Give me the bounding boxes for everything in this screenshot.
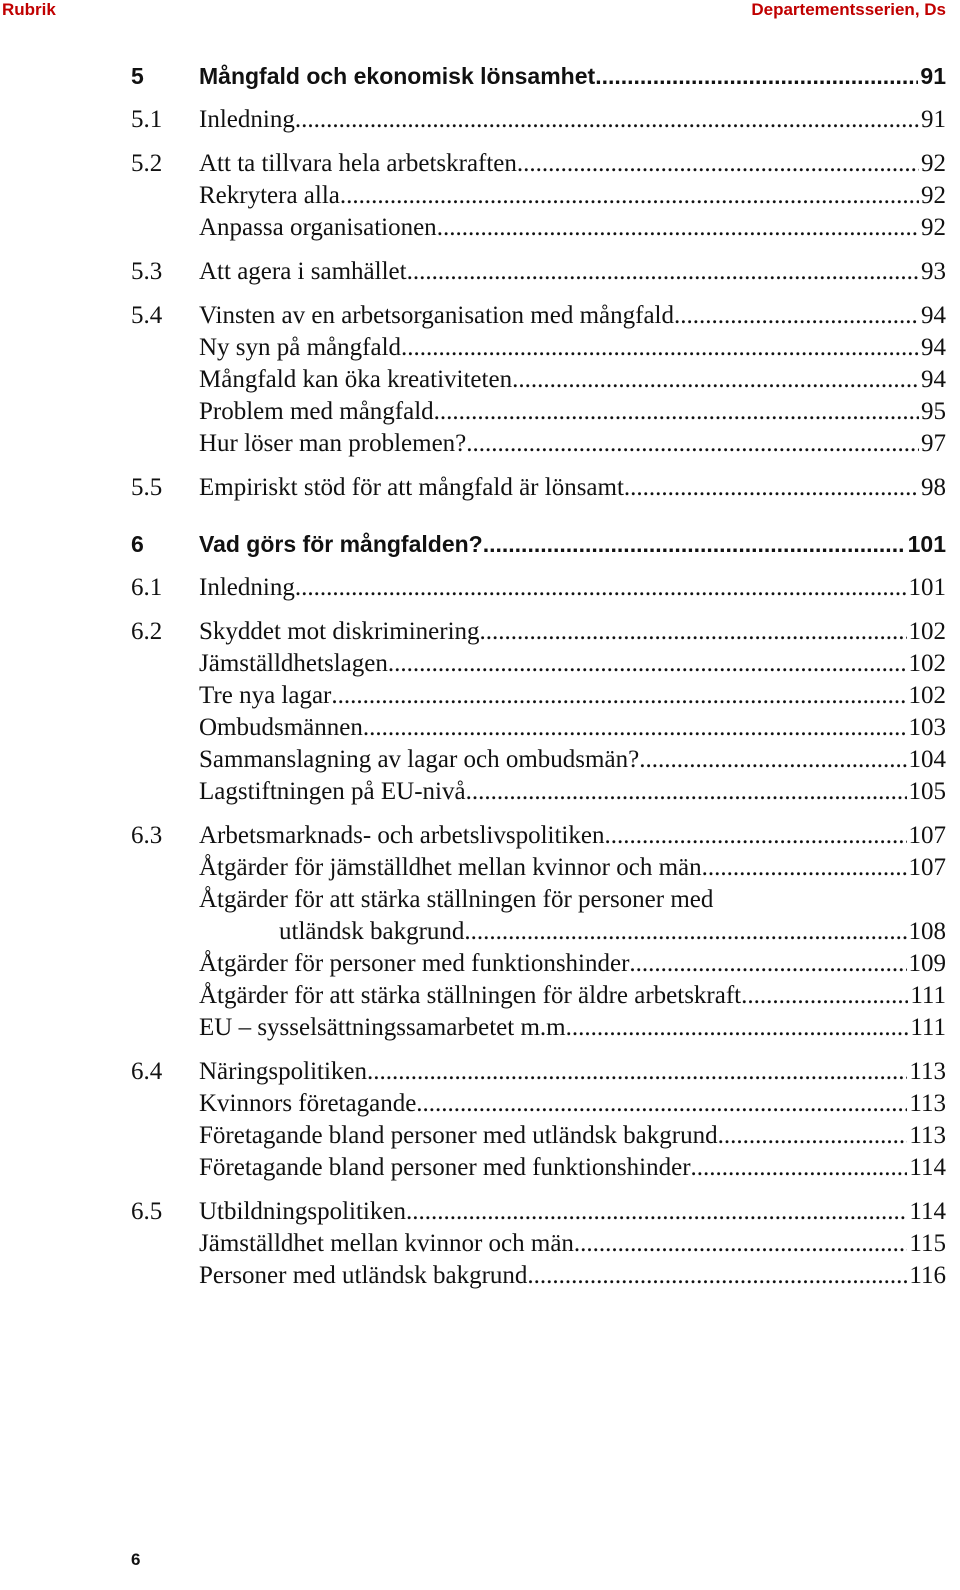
toc-subsection[interactable] [131,980,946,1012]
toc-title: Skyddet mot diskriminering [199,618,480,645]
toc-page: 107 [908,854,946,881]
dot-leader [639,744,906,776]
toc-subsection[interactable] [131,712,946,744]
dot-leader [367,1056,907,1088]
toc-section-5-5[interactable] [131,472,946,504]
toc-page: 91 [921,106,946,133]
toc-title: Inledning [199,574,295,601]
dot-leader [331,680,906,712]
toc-title: Jämställdhetslagen [199,650,388,677]
dot-leader [691,1152,908,1184]
toc-page: 114 [909,1198,946,1225]
toc-number: 5.3 [131,258,163,285]
header-right-label: Departementsserien, Ds [751,0,946,19]
toc-page: 113 [909,1058,946,1085]
toc-section-6-1[interactable] [131,572,946,604]
toc-page: 98 [921,474,946,501]
toc-title: Företagande bland personer med funktionshinder [199,1154,691,1181]
toc-section-6-3[interactable] [131,820,946,852]
toc-title: Empiriskt stöd för att mångfald är lönsamt [199,474,624,501]
toc-page: 102 [908,650,946,677]
toc-title: Personer med utländsk bakgrund [199,1262,528,1289]
header-left-label: Rubrik [2,0,56,19]
toc-title: utländsk bakgrund [279,918,465,945]
toc-page: 111 [910,1014,946,1041]
dot-leader [363,712,907,744]
dot-leader [595,60,918,92]
page-number: 6 [131,1550,141,1569]
dot-leader [466,428,919,460]
toc-page: 95 [921,398,946,425]
toc-number: 6.5 [131,1198,163,1225]
dot-leader [401,332,919,364]
toc-title: Näringspolitiken [199,1058,368,1085]
toc-title: Rekrytera alla [199,182,340,209]
toc-page: 104 [908,746,946,773]
toc-title: Problem med mångfald [199,398,434,425]
dot-leader [340,180,919,212]
dot-leader [512,364,919,396]
toc-subsection[interactable] [131,396,946,428]
toc-number: 5.2 [131,150,163,177]
toc-page: 111 [910,982,946,1009]
toc-title: Utbildningspolitiken [199,1198,406,1225]
toc-subsection[interactable] [131,1152,946,1184]
dot-leader [629,948,906,980]
toc-number: 6.3 [131,822,163,849]
toc-chapter-6[interactable] [131,528,946,560]
toc-section-5-3[interactable] [131,256,946,288]
toc-title: Inledning [199,106,295,133]
toc-section-5-4[interactable] [131,300,946,332]
toc-page: 94 [921,302,946,329]
dot-leader [434,396,919,428]
toc-page: 103 [908,714,946,741]
toc-subsection[interactable] [131,916,946,948]
dot-leader [624,472,919,504]
toc-page: 94 [921,334,946,361]
toc-section-5-1[interactable] [131,104,946,136]
toc-page: 97 [921,430,946,457]
toc-subsection-title-line[interactable]: Åtgärder för att stärka ställningen för personer med [199,886,714,913]
toc-section-5-2[interactable] [131,148,946,180]
toc-title: Arbetsmarknads- och arbetslivspolitiken [199,822,605,849]
dot-leader [572,1012,908,1044]
dot-leader [674,300,919,332]
table-of-contents [131,60,946,1292]
toc-page: 114 [909,1154,946,1181]
toc-title: Kvinnors företagande [199,1090,417,1117]
dot-leader [464,916,906,948]
dot-leader [295,572,907,604]
toc-page: 91 [920,63,946,89]
toc-subsection[interactable] [131,1088,946,1120]
toc-page: 92 [921,214,946,241]
toc-title: Sammanslagning av lagar och ombudsmän? [199,746,640,773]
toc-title: Att agera i samhället [199,258,407,285]
toc-title: Företagande bland personer med utländsk bakgrund [199,1122,718,1149]
toc-subsection[interactable] [131,212,946,244]
dot-leader [741,980,908,1012]
toc-page: 116 [909,1262,946,1289]
toc-number: 6 [131,531,144,557]
toc-page: 107 [908,822,946,849]
toc-title: Åtgärder för jämställdhet mellan kvinnor och män [199,854,702,881]
toc-title: EU – sysselsättningssamarbetet m.m. [199,1014,572,1041]
toc-title: Åtgärder för personer med funktionshinder [199,950,630,977]
toc-subsection[interactable] [131,744,946,776]
toc-subsection[interactable] [131,428,946,460]
toc-subsection[interactable] [131,1228,946,1260]
running-header [0,0,960,26]
toc-page: 108 [908,918,946,945]
dot-leader [604,820,906,852]
toc-subsection[interactable] [131,1120,946,1152]
dot-leader [295,104,919,136]
toc-title: Mångfald och ekonomisk lönsamhet [199,63,596,89]
dot-leader [416,1088,907,1120]
toc-subsection[interactable] [131,1012,946,1044]
toc-page: 102 [908,618,946,645]
toc-subsection[interactable] [131,648,946,680]
dot-leader [718,1120,908,1152]
toc-subsection[interactable] [131,364,946,396]
toc-section-6-2[interactable] [131,616,946,648]
toc-subsection[interactable] [131,332,946,364]
toc-subsection[interactable] [131,948,946,980]
toc-page: 94 [921,366,946,393]
toc-section-6-4[interactable] [131,1056,946,1088]
toc-number: 6.4 [131,1058,163,1085]
toc-page: 105 [908,778,946,805]
toc-title: Vad görs för mångfalden? [199,531,483,557]
dot-leader [437,212,919,244]
dot-leader [388,648,907,680]
toc-page: 113 [909,1090,946,1117]
toc-title: Jämställdhet mellan kvinnor och män [199,1230,574,1257]
toc-number: 6.2 [131,618,163,645]
toc-title: Ombudsmännen [199,714,363,741]
toc-title: Anpassa organisationen [199,214,437,241]
dot-leader [407,256,919,288]
toc-page: 101 [907,531,946,557]
toc-page: 93 [921,258,946,285]
toc-number: 5.5 [131,474,163,501]
toc-title: Att ta tillvara hela arbetskraften [199,150,517,177]
toc-title: Åtgärder för att stärka ställningen för äldre arbetskraft [199,982,742,1009]
toc-page: 109 [908,950,946,977]
toc-title: Lagstiftningen på EU-nivå [199,778,466,805]
dot-leader [527,1260,907,1292]
toc-subsection[interactable] [131,680,946,712]
toc-number: 5 [131,63,144,89]
dot-leader [483,528,906,560]
toc-title: Ny syn på mångfald [199,334,402,361]
toc-subsection[interactable] [131,852,946,884]
toc-page: 113 [909,1122,946,1149]
toc-page: 92 [921,150,946,177]
toc-title: Hur löser man problemen? [199,430,467,457]
toc-number: 5.1 [131,106,163,133]
toc-title: Mångfald kan öka kreativiteten [199,366,513,393]
toc-title: Vinsten av en arbetsorganisation med mångfald [199,302,674,329]
dot-leader [702,852,907,884]
dot-leader [406,1196,907,1228]
dot-leader [517,148,919,180]
toc-number: 5.4 [131,302,163,329]
toc-subsection[interactable] [131,180,946,212]
toc-chapter-5[interactable] [131,60,946,92]
toc-section-6-5[interactable] [131,1196,946,1228]
dot-leader [574,1228,908,1260]
toc-subsection[interactable] [131,776,946,808]
toc-number: 6.1 [131,574,163,601]
toc-subsection[interactable] [131,1260,946,1292]
toc-page: 92 [921,182,946,209]
toc-page: 102 [908,682,946,709]
toc-page: 115 [909,1230,946,1257]
toc-title: Tre nya lagar [199,682,332,709]
dot-leader [480,616,907,648]
toc-page: 101 [908,574,946,601]
dot-leader [466,776,907,808]
